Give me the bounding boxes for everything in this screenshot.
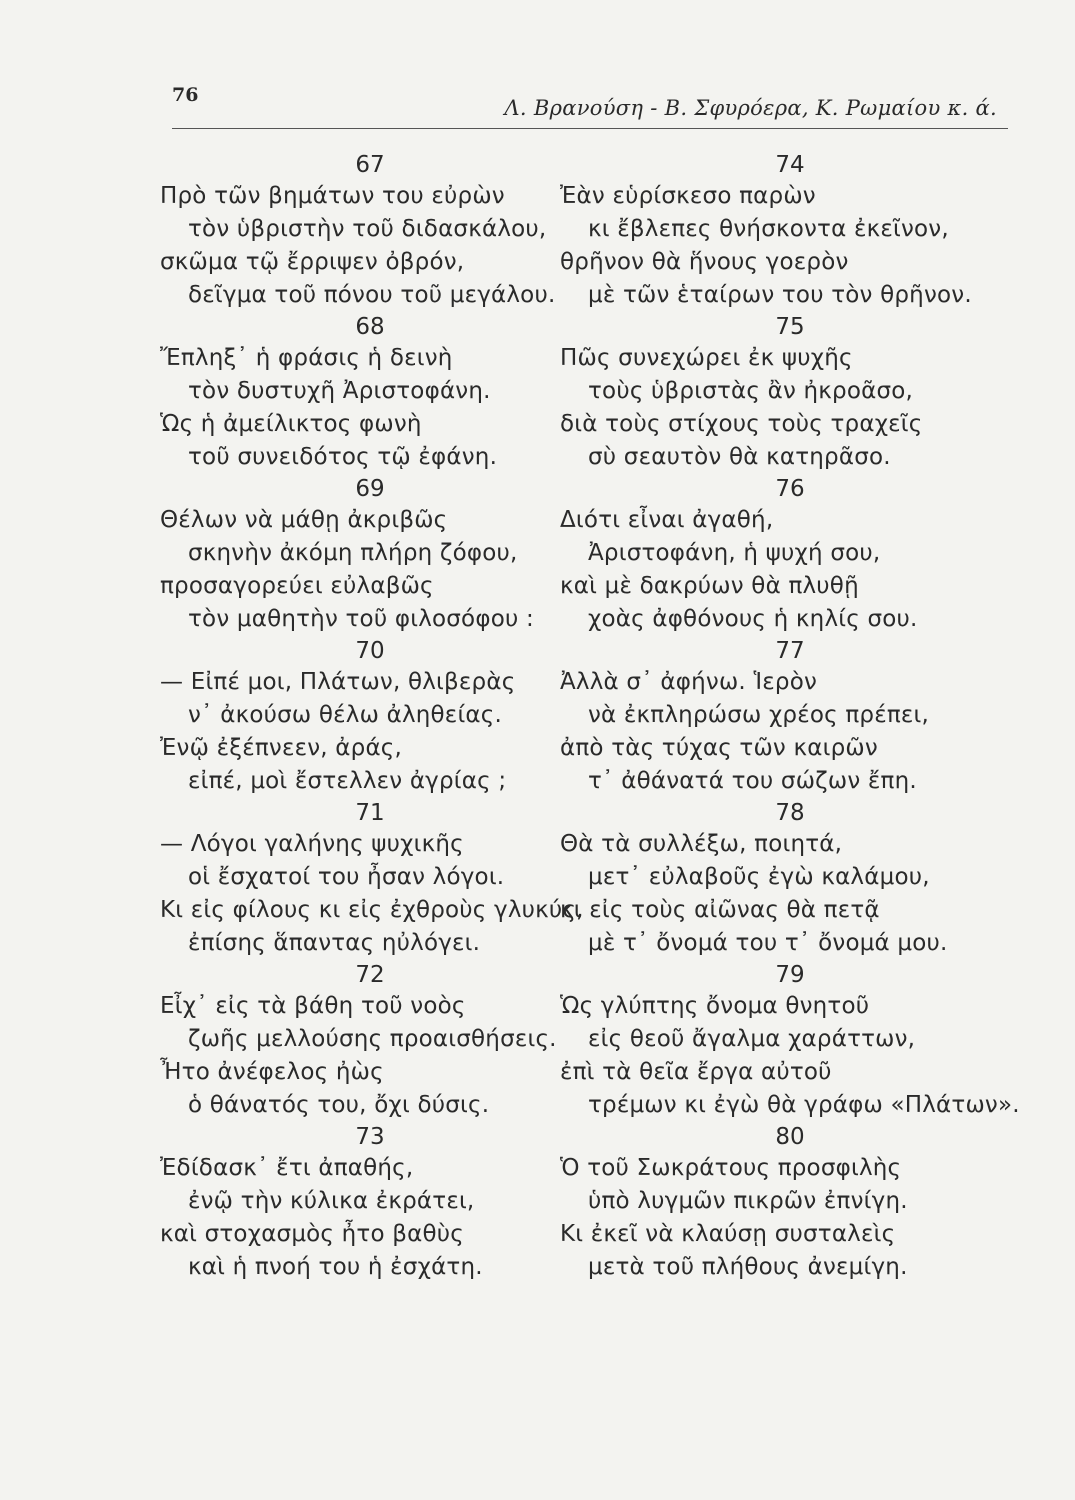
verse-line: σκηνὴν ἀκόμη πλήρη ζόφου, <box>188 540 518 566</box>
left-column <box>160 150 584 1284</box>
verse-line: τὸν μαθητὴν τοῦ φιλοσόφου : <box>188 606 534 632</box>
stanza <box>560 636 1020 798</box>
stanza-number: 77 <box>775 638 805 664</box>
verse-line: Ἐὰν εὑρίσκεσο παρὼν <box>560 183 816 209</box>
stanza <box>160 798 584 960</box>
stanza-number: 67 <box>355 152 385 178</box>
stanza-number: 79 <box>775 962 805 988</box>
verse-line: — Λόγοι γαλήνης ψυχικῆς <box>160 831 464 857</box>
stanza <box>560 150 1020 312</box>
verse-line: Εἶχ᾽ εἰς τὰ βάθη τοῦ νοὸς <box>160 993 466 1019</box>
verse-line: Ἔπληξ᾽ ἡ φράσις ἡ δεινὴ <box>160 345 453 371</box>
verse-line: ὑπὸ λυγμῶν πικρῶν ἐπνίγη. <box>588 1188 908 1214</box>
stanza-number: 71 <box>355 800 385 826</box>
stanza <box>560 312 1020 474</box>
verse-line: Ἀριστοφάνη, ἡ ψυχή σου, <box>588 540 881 566</box>
page-number: 76 <box>172 84 199 106</box>
verse-line: τ᾽ ἀθάνατά του σώζων ἔπη. <box>588 768 917 794</box>
verse-line: ν᾽ ἀκούσω θέλω ἀληθείας. <box>188 702 502 728</box>
verse-line: μὲ τ᾽ ὄνομά του τ᾽ ὄνομά μου. <box>588 930 948 956</box>
verse-line: τὸν δυστυχῆ Ἀριστοφάνη. <box>188 378 491 404</box>
verse-line: Ἐδίδασκ᾽ ἔτι ἀπαθής, <box>160 1155 414 1181</box>
verse-line: ζωῆς μελλούσης προαισθήσεις. <box>188 1026 557 1052</box>
verse-line: Πρὸ τῶν βημάτων του εὐρὼν <box>160 183 505 209</box>
verse-line: Πῶς συνεχώρει ἐκ ψυχῆς <box>560 345 853 371</box>
stanza-number: 75 <box>775 314 805 340</box>
verse-line: θρῆνον θὰ ἥνους γοερὸν <box>560 249 849 275</box>
verse-line: ἐνῷ τὴν κύλικα ἐκράτει, <box>188 1188 475 1214</box>
stanza-number: 69 <box>355 476 385 502</box>
verse-line: μὲ τῶν ἑταίρων του τὸν θρῆνον. <box>588 282 972 308</box>
verse-line: Ἐνῷ ἐξέπνεεν, ἀράς, <box>160 735 403 761</box>
verse-line: — Εἰπέ μοι, Πλάτων, θλιβερὰς <box>160 669 516 695</box>
running-head: Λ. Βρανούση - Β. Σφυρόερα, Κ. Ρωμαίου κ. ά. <box>504 96 997 120</box>
stanza <box>160 960 580 1122</box>
stanza-number: 70 <box>355 638 385 664</box>
verse-line: Θέλων νὰ μάθῃ ἀκριβῶς <box>160 507 448 533</box>
verse-line: καὶ μὲ δακρύων θὰ πλυθῇ <box>560 573 859 599</box>
stanza <box>560 798 1020 960</box>
verse-line: ἀπὸ τὰς τύχας τῶν καιρῶν <box>560 735 878 761</box>
verse-line: σκῶμα τῷ ἔρριψεν ὀβρόν, <box>160 249 465 275</box>
verse-line: σὺ σεαυτὸν θὰ κατηρᾶσο. <box>588 444 891 470</box>
verse-line: μετὰ τοῦ πλήθους ἀνεμίγη. <box>588 1254 908 1280</box>
stanza <box>160 1122 580 1284</box>
verse-line: τοῦ συνειδότος τῷ ἐφάνη. <box>188 444 498 470</box>
verse-line: Θὰ τὰ συλλέξω, ποιητά, <box>560 831 843 857</box>
header-rule <box>172 128 1008 129</box>
verse-line: Ἦτο ἀνέφελος ἠὼς <box>160 1059 384 1085</box>
stanza-number: 78 <box>775 800 805 826</box>
verse-line: εἰπέ, μοὶ ἔστελλεν ἀγρίας ; <box>188 768 507 794</box>
verse-line: καὶ ἡ πνοή του ἡ ἐσχάτη. <box>188 1254 483 1280</box>
stanza <box>560 960 1020 1122</box>
stanza-number: 73 <box>355 1124 385 1150</box>
verse-line: οἱ ἔσχατοί του ἦσαν λόγοι. <box>188 864 505 890</box>
stanza <box>560 474 1020 636</box>
verse-line: Κι ἐκεῖ νὰ κλαύσῃ συσταλεὶς <box>560 1221 896 1247</box>
verse-line: μετ᾽ εὐλαβοῦς ἐγὼ καλάμου, <box>588 864 930 890</box>
stanza-number: 76 <box>775 476 805 502</box>
verse-line: Ὁ τοῦ Σωκράτους προσφιλὴς <box>560 1155 902 1181</box>
verse-line: Ὡς γλύπτης ὄνομα θνητοῦ <box>560 993 870 1019</box>
verse-line: δεῖγμα τοῦ πόνου τοῦ μεγάλου. <box>188 282 556 308</box>
verse-line: Κι εἰς φίλους κι εἰς ἐχθροὺς γλυκύς, <box>160 897 584 923</box>
verse-line: ὁ θάνατός του, ὄχι δύσις. <box>188 1092 490 1118</box>
stanza <box>160 474 580 636</box>
verse-line: καὶ στοχασμὸς ἦτο βαθὺς <box>160 1221 464 1247</box>
verse-line: προσαγορεύει εὐλαβῶς <box>160 573 434 599</box>
verse-line: ἐπίσης ἅπαντας ηὐλόγει. <box>188 930 481 956</box>
verse-line: κι ἔβλεπες θνήσκοντα ἐκεῖνον, <box>588 216 949 242</box>
verse-line: εἰς θεοῦ ἄγαλμα χαράττων, <box>588 1026 916 1052</box>
stanza <box>160 636 580 798</box>
verse-line: Ἀλλὰ σ᾽ ἀφήνω. Ἱερὸν <box>560 669 818 695</box>
verse-line: χοὰς ἀφθόνους ἡ κηλίς σου. <box>588 606 918 632</box>
stanza-number: 68 <box>355 314 385 340</box>
verse-line: τὸν ὑβριστὴν τοῦ διδασκάλου, <box>188 216 547 242</box>
right-column <box>560 150 1020 1284</box>
verse-line: Διότι εἶναι ἀγαθή, <box>560 507 774 533</box>
stanza-number: 80 <box>775 1124 805 1150</box>
stanza-number: 72 <box>355 962 385 988</box>
stanza <box>160 150 580 312</box>
verse-line: κι εἰς τοὺς αἰῶνας θὰ πετᾷ <box>560 897 880 923</box>
verse-line: τρέμων κι ἐγὼ θὰ γράφω «Πλάτων». <box>588 1092 1020 1118</box>
stanza <box>160 312 580 474</box>
verse-line: Ὡς ἡ ἀμείλικτος φωνὴ <box>160 411 422 437</box>
verse-line: διὰ τοὺς στίχους τοὺς τραχεῖς <box>560 411 923 437</box>
verse-line: ἐπὶ τὰ θεῖα ἔργα αὐτοῦ <box>560 1059 832 1085</box>
verse-line: τοὺς ὑβριστὰς ἂν ἠκροᾶσο, <box>588 378 914 404</box>
stanza <box>560 1122 1020 1284</box>
verse-line: νὰ ἐκπληρώσω χρέος πρέπει, <box>588 702 930 728</box>
stanza-number: 74 <box>775 152 805 178</box>
